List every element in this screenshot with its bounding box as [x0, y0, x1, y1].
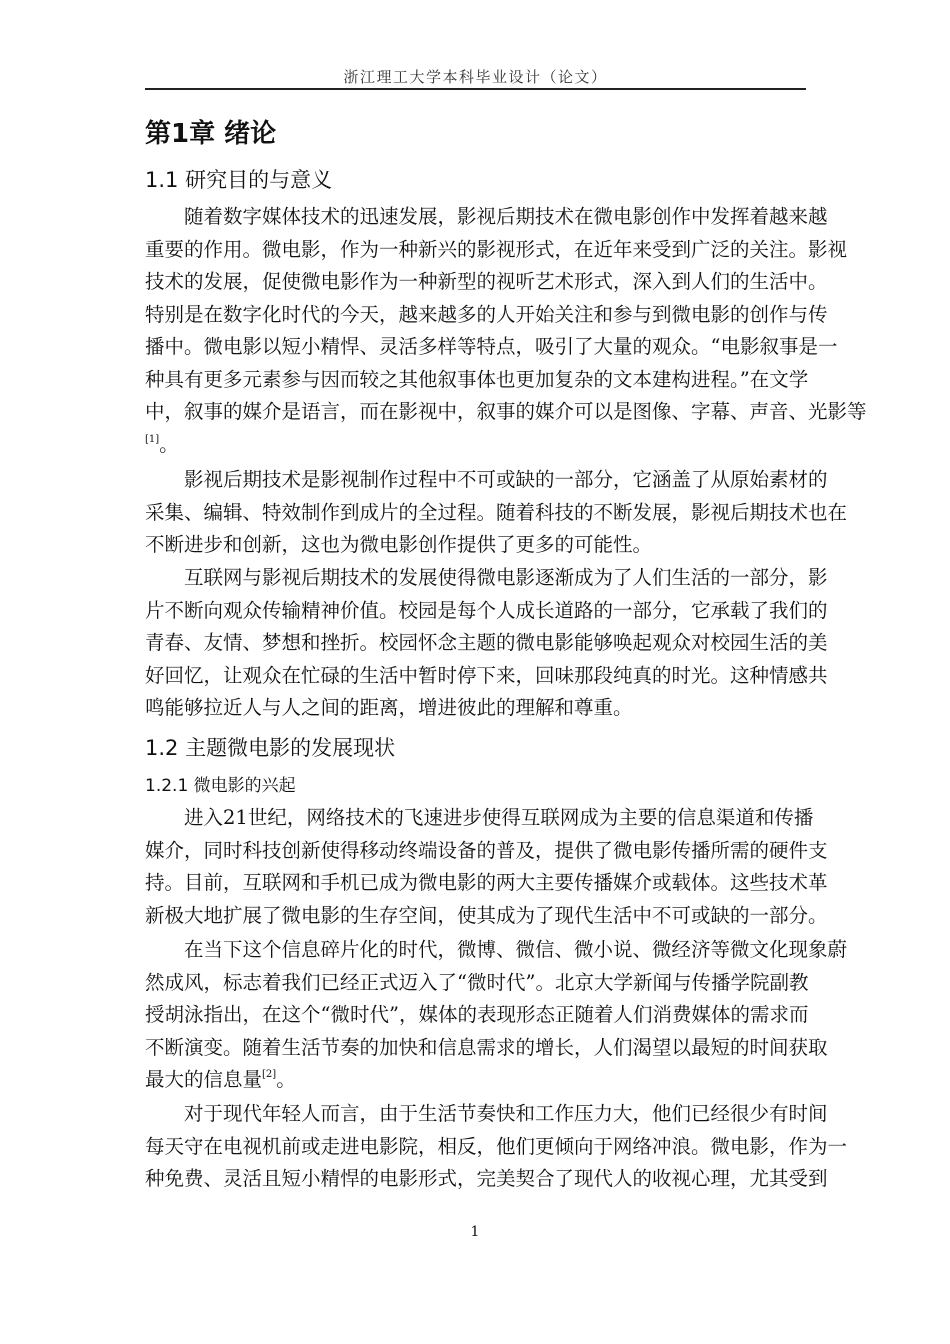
text-line: 进入21世纪，网络技术的飞速进步使得互联网成为主要的信息渠道和传播	[184, 806, 814, 829]
running-header: 浙江理工大学本科毕业设计（论文）	[343, 68, 608, 86]
text-line	[145, 429, 806, 462]
text-line: 互联网与影视后期技术的发展使得微电影逐渐成为了人们生活的一部分，影	[184, 566, 828, 589]
text-line: 技术的发展，促使微电影作为一种新型的视听艺术形式，深入到人们的生活中。	[145, 270, 828, 293]
page-number: 1	[470, 1224, 480, 1240]
text-line: 采集、编辑、特效制作到成片的全过程。随着科技的不断发展，影视后期技术也在	[145, 500, 848, 524]
text-line: 特别是在数字化时代的今天，越来越多的人开始关注和参与到微电影的创作与传	[145, 302, 828, 326]
subsection-heading: 1.2.1 微电影的兴起	[145, 776, 296, 796]
text-line: 影视后期技术是影视制作过程中不可或缺的一部分，它涵盖了从原始素材的	[184, 468, 828, 491]
text-line: 种具有更多元素参与因而较之其他叙事体也更加复杂的文本建构进程。”在文学	[145, 367, 809, 391]
text-segment: 。	[159, 432, 179, 456]
text-line: 媒介，同时科技创新使得移动终端设备的普及，提供了微电影传播所需的硬件支	[145, 838, 828, 862]
header-rule	[145, 88, 806, 90]
paragraph	[145, 201, 867, 461]
text-line: 好回忆，让观众在忙碌的生活中暂时停下来，回味那段纯真的时光。这种情感共	[145, 663, 828, 687]
citation-marker: [2]	[262, 1069, 277, 1080]
text-line: 每天守在电视机前或走进电影院，相反，他们更倾向于网络冲浪。微电影，作为一	[145, 1134, 848, 1158]
citation-marker: [1]	[145, 433, 160, 445]
text-line: 随着数字媒体技术的迅速发展，影视后期技术在微电影创作中发挥着越来越	[184, 205, 828, 228]
text-segment: 。	[276, 1068, 296, 1091]
text-line: 不断进步和创新，这也为微电影创作提供了更多的可能性。	[145, 533, 653, 556]
text-line: 在当下这个信息碎片化的时代，微博、微信、微小说、微经济等微文化现象蔚	[184, 938, 848, 961]
paragraph	[145, 464, 848, 562]
paragraph	[145, 1098, 848, 1196]
text-line: 对于现代年轻人而言，由于生活节奏快和工作压力大，他们已经很少有时间	[184, 1102, 828, 1125]
section-heading: 1.1 研究目的与意义	[145, 168, 333, 192]
text-line	[145, 1064, 806, 1097]
text-line: 种免费、灵活且短小精悍的电影形式，完美契合了现代人的收视心理，尤其受到	[145, 1167, 828, 1190]
text-line: 重要的作用。微电影，作为一种新兴的影视形式，在近年来受到广泛的关注。影视	[145, 237, 848, 261]
text-line: 新极大地扩展了微电影的生存空间，使其成为了现代生活中不可或缺的一部分。	[145, 903, 828, 927]
text-line: 持。目前，互联网和手机已成为微电影的两大主要传播媒介或载体。这些技术革	[145, 871, 828, 894]
text-line: 播中。微电影以短小精悍、灵活多样等特点，吸引了大量的观众。“电影叙事是一	[145, 335, 838, 358]
paragraph	[145, 562, 828, 725]
text-segment: 最大的信息量	[145, 1068, 263, 1091]
text-line: 授胡泳指出，在这个“微时代”，媒体的表现形态正随着人们消费媒体的需求而	[145, 1003, 809, 1026]
text-line: 中，叙事的媒介是语言，而在影视中，叙事的媒介可以是图像、字幕、声音、光影等	[145, 400, 867, 423]
text-line: 青春、友情、梦想和挫折。校园怀念主题的微电影能够唤起观众对校园生活的美	[145, 631, 828, 654]
text-line: 不断演变。随着生活节奏的加快和信息需求的增长，人们渴望以最短的时间获取	[145, 1035, 828, 1059]
paragraph	[145, 802, 828, 932]
paragraph	[145, 934, 848, 1097]
text-line: 然成风，标志着我们已经正式迈入了“微时代”。北京大学新闻与传播学院副教	[145, 970, 809, 994]
text-line: 片不断向观众传输精神价值。校园是每个人成长道路的一部分，它承载了我们的	[145, 598, 828, 622]
chapter-title: 第1章 绪论	[145, 119, 277, 149]
text-line: 鸣能够拉近人与人之间的距离，增进彼此的理解和尊重。	[145, 696, 633, 719]
section-heading: 1.2 主题微电影的发展现状	[145, 736, 396, 760]
